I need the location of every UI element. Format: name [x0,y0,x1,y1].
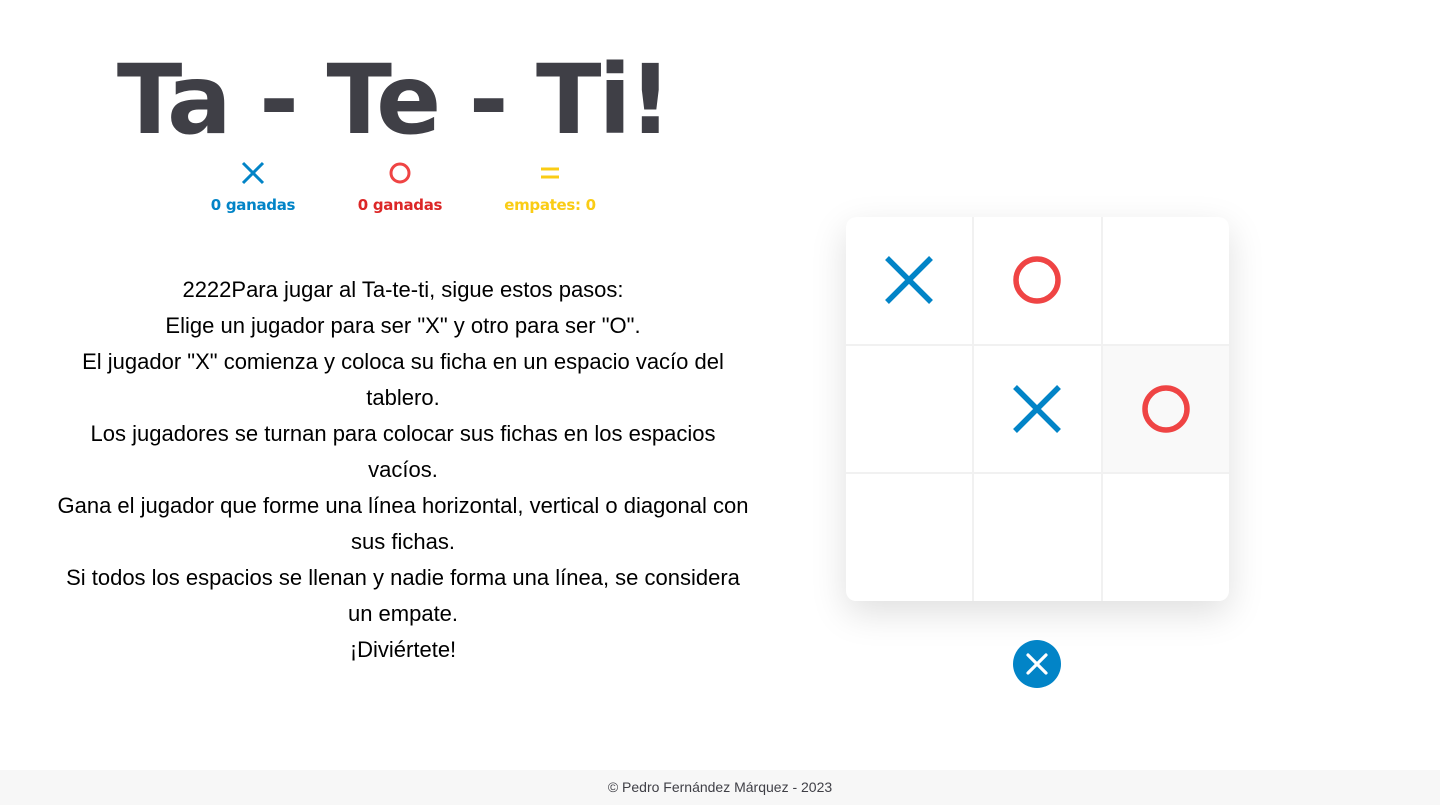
circle-icon [387,160,413,186]
board-cell-5[interactable] [974,346,1100,473]
instruction-line: Los jugadores se turnan para colocar sus fichas en los espacios vacíos. [90,421,716,482]
instruction-line: ¡Diviértete! [349,637,457,662]
instruction-line: Si todos los espacios se llenan y nadie forma una línea, se considera un empate. [66,565,740,626]
instruction-line: Elige un jugador para ser "X" y otro para ser "O". [165,313,641,338]
board-cell-4[interactable] [846,346,972,473]
board-cell-6[interactable] [1103,346,1229,473]
game-board [846,217,1229,601]
circle-icon [1007,250,1067,310]
score-o-label: 0 ganadas [357,196,443,214]
score-tie-label: empates: 0 [504,196,596,214]
instruction-line: El jugador "X" comienza y coloca su ficha en un espacio vacío del tablero. [82,349,724,410]
footer: © Pedro Fernández Márquez - 2023 [0,770,1440,805]
board-cell-2[interactable] [974,217,1100,344]
x-mark-icon [1024,651,1050,677]
instruction-line: 2222Para jugar al Ta-te-ti, sigue estos pasos: [182,277,624,302]
page-title: Ta - Te - Ti! [116,44,670,156]
board-cell-9[interactable] [1103,474,1229,601]
score-x-label: 0 ganadas [210,196,296,214]
scoreboard [0,160,786,230]
board-cell-8[interactable] [974,474,1100,601]
x-mark-icon [240,160,266,186]
equals-icon [537,160,563,186]
turn-indicator [1013,640,1061,688]
board-cell-3[interactable] [1103,217,1229,344]
score-x [178,160,328,214]
score-tie [475,160,625,214]
x-mark-icon [1007,379,1067,439]
board-cell-7[interactable] [846,474,972,601]
instruction-line: Gana el jugador que forme una línea horizontal, vertical o diagonal con sus fichas. [57,493,749,554]
x-mark-icon [879,250,939,310]
board-cell-1[interactable] [846,217,972,344]
circle-icon [1136,379,1196,439]
instructions [55,272,751,668]
score-o [325,160,475,214]
